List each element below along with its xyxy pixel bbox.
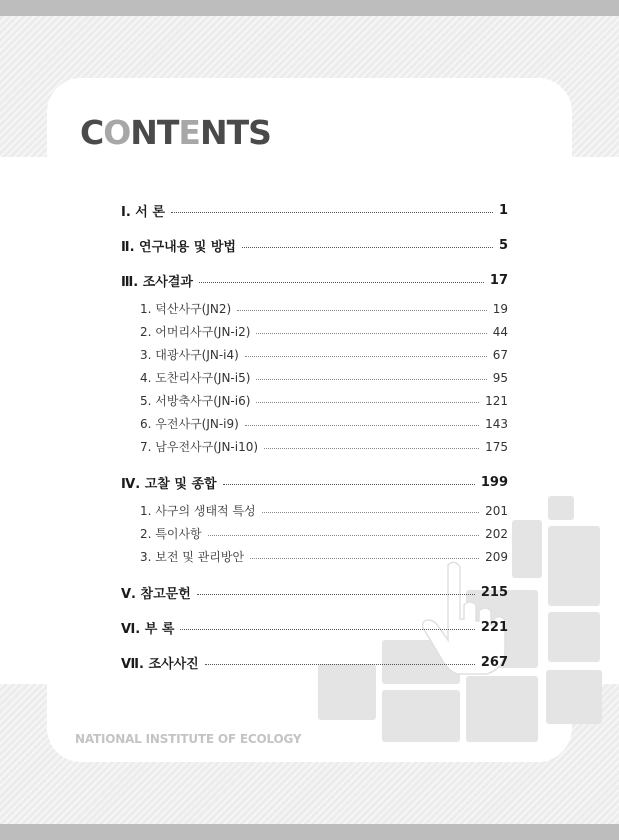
toc-page-number: 67 bbox=[492, 347, 508, 362]
toc-label: 2. 어머리사구(JN-i2) bbox=[140, 325, 251, 339]
top-band bbox=[0, 0, 619, 16]
toc-leader-dots bbox=[223, 484, 475, 485]
toc-leader-dots bbox=[264, 448, 479, 449]
deco-tile bbox=[466, 676, 538, 742]
title-letter: O bbox=[103, 113, 131, 152]
toc-label: 7. 남우전사구(JN-i10) bbox=[140, 440, 259, 454]
page-title bbox=[80, 113, 271, 152]
bottom-band bbox=[0, 824, 619, 840]
toc-leader-dots bbox=[197, 594, 475, 595]
toc-label: 2. 특이사항 bbox=[140, 527, 202, 541]
toc-leader-dots bbox=[245, 356, 487, 357]
toc-leader-dots bbox=[250, 558, 479, 559]
toc-section-row[interactable] bbox=[140, 300, 508, 317]
toc-label: Ⅳ. 고찰 및 종합 bbox=[121, 477, 217, 492]
toc-page-number: 143 bbox=[485, 416, 508, 431]
toc-section-row[interactable] bbox=[140, 346, 508, 363]
toc-section-row[interactable] bbox=[140, 525, 508, 542]
toc-page-number: 267 bbox=[480, 655, 508, 670]
toc-leader-dots bbox=[262, 512, 479, 513]
toc-label: Ⅵ. 부 록 bbox=[121, 622, 175, 637]
toc-page-number: 44 bbox=[492, 324, 508, 339]
toc-label: Ⅱ. 연구내용 및 방법 bbox=[121, 240, 236, 255]
title-letter: C bbox=[80, 113, 104, 152]
title-letter: E bbox=[178, 113, 200, 152]
toc-chapter-row[interactable] bbox=[121, 473, 508, 492]
toc-section-row[interactable] bbox=[140, 438, 508, 455]
toc-chapter-row[interactable] bbox=[121, 236, 508, 255]
toc-leader-dots bbox=[199, 282, 484, 283]
toc-label: Ⅶ. 조사사진 bbox=[121, 657, 199, 672]
toc-section-row[interactable] bbox=[140, 392, 508, 409]
toc-label: 3. 대광사구(JN-i4) bbox=[140, 348, 239, 362]
toc-page-number: 19 bbox=[492, 301, 508, 316]
toc-page-number: 121 bbox=[485, 393, 508, 408]
toc-leader-dots bbox=[237, 310, 487, 311]
deco-tile bbox=[382, 690, 460, 742]
toc-chapter-row[interactable] bbox=[121, 618, 508, 637]
toc-leader-dots bbox=[256, 333, 486, 334]
organization-name: NATIONAL INSTITUTE OF ECOLOGY bbox=[75, 732, 302, 746]
toc-page-number: 221 bbox=[480, 620, 508, 635]
toc-leader-dots bbox=[180, 629, 474, 630]
toc-label: 1. 사구의 생태적 특성 bbox=[140, 504, 256, 518]
toc-section-row[interactable] bbox=[140, 548, 508, 565]
toc-leader-dots bbox=[205, 664, 475, 665]
toc-page-number: 201 bbox=[485, 503, 508, 518]
title-letter: T bbox=[226, 113, 249, 152]
toc-label: Ⅰ. 서 론 bbox=[121, 205, 165, 220]
deco-tile bbox=[512, 520, 542, 578]
toc-chapter-row[interactable] bbox=[121, 583, 508, 602]
toc-leader-dots bbox=[256, 402, 479, 403]
toc-label: 6. 우전사구(JN-i9) bbox=[140, 417, 239, 431]
toc-page-number: 209 bbox=[485, 549, 508, 564]
toc-page-number: 95 bbox=[492, 370, 508, 385]
toc-page-number: 175 bbox=[485, 439, 508, 454]
deco-tile bbox=[548, 612, 600, 662]
toc-label: Ⅲ. 조사결과 bbox=[121, 275, 193, 290]
deco-tile bbox=[548, 526, 600, 606]
toc-leader-dots bbox=[171, 212, 493, 213]
toc-leader-dots bbox=[208, 535, 479, 536]
toc-label: Ⅴ. 참고문헌 bbox=[121, 587, 191, 602]
toc-label: 5. 서방축사구(JN-i6) bbox=[140, 394, 251, 408]
toc-page-number: 5 bbox=[498, 238, 508, 253]
toc-chapter-row[interactable] bbox=[121, 271, 508, 290]
toc-section-row[interactable] bbox=[140, 369, 508, 386]
toc-label: 4. 도찬리사구(JN-i5) bbox=[140, 371, 251, 385]
toc-page-number: 1 bbox=[498, 203, 508, 218]
toc-section-row[interactable] bbox=[140, 502, 508, 519]
toc-page-number: 17 bbox=[489, 273, 508, 288]
title-letter: N bbox=[130, 113, 157, 152]
title-letter: N bbox=[199, 113, 227, 152]
toc-section-row[interactable] bbox=[140, 323, 508, 340]
toc-leader-dots bbox=[245, 425, 479, 426]
toc-page-number: 215 bbox=[480, 585, 508, 600]
toc-page-number: 202 bbox=[485, 526, 508, 541]
deco-tile bbox=[318, 664, 376, 720]
toc-chapter-row[interactable] bbox=[121, 653, 508, 672]
deco-tile bbox=[548, 496, 574, 520]
toc-leader-dots bbox=[242, 247, 493, 248]
title-letter: T bbox=[156, 113, 179, 152]
toc-label: 1. 덕산사구(JN2) bbox=[140, 302, 232, 316]
title-letter: S bbox=[248, 113, 271, 152]
toc-page-number: 199 bbox=[480, 475, 508, 490]
toc-label: 3. 보전 및 관리방안 bbox=[140, 550, 245, 564]
toc-leader-dots bbox=[256, 379, 486, 380]
deco-tile bbox=[546, 670, 602, 724]
toc-chapter-row[interactable] bbox=[121, 201, 508, 220]
toc-section-row[interactable] bbox=[140, 415, 508, 432]
